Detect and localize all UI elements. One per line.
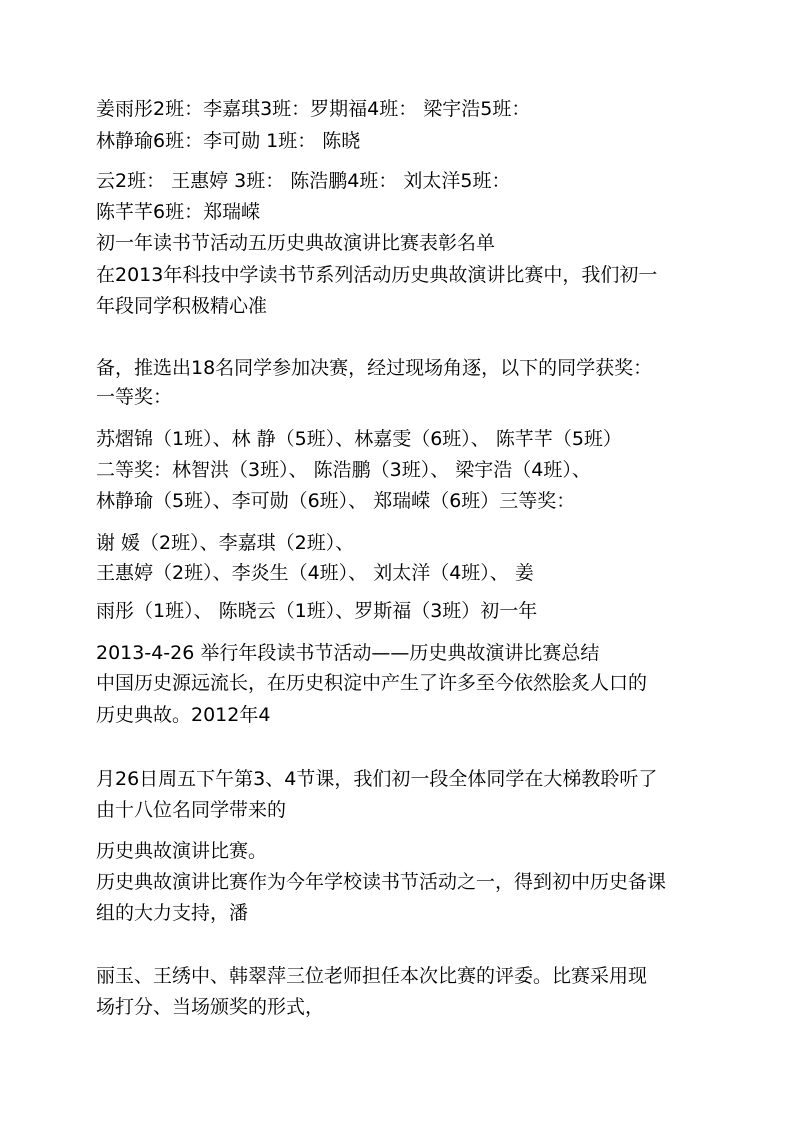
- text-line: 二等奖：林智洪（3班）、 陈浩鹏（3班）、 梁宇浩（4班）、: [96, 459, 591, 481]
- text-line: 月26日周五下午第3、4节课，我们初一段全体同学在大梯教聆听了: [96, 768, 658, 790]
- text-line: 历史典故。2012年4: [96, 704, 271, 726]
- text-line: 历史典故演讲比赛。: [96, 840, 268, 862]
- text-line: 历史典故演讲比赛作为今年学校读书节活动之一，得到初中历史备课: [96, 871, 667, 893]
- text-line: 备，推选出18名同学参加决赛，经过现场角逐，以下的同学获奖：: [96, 357, 653, 379]
- text-line: 丽玉、王绣中、韩翠萍三位老师担任本次比赛的评委。比赛采用现: [96, 965, 648, 987]
- document-heading: 初一年读书节活动五历史典故演讲比赛表彰名单: [96, 232, 496, 254]
- text-line: 云2班： 王惠婷 3班： 陈浩鹏4班： 刘太洋5班：: [96, 170, 511, 192]
- document-heading: 2013-4-26 举行年段读书节活动——历史典故演讲比赛总结: [96, 642, 600, 664]
- text-line: 由十八位名同学带来的: [96, 799, 287, 821]
- text-line: 谢 媛（2班）、李嘉琪（2班）、: [96, 532, 355, 554]
- text-line: 在2013年科技中学读书节系列活动历史典故演讲比赛中，我们初一: [96, 264, 658, 286]
- text-line: 苏熠锦（1班）、林 静（5班）、林嘉雯（6班）、 陈芊芊（5班）: [96, 428, 622, 450]
- text-line: 中国历史源远流长，在历史积淀中产生了许多至今依然脍炙人口的: [96, 672, 648, 694]
- text-line: 姜雨彤2班：李嘉琪3班：罗期福4班： 梁宇浩5班：: [96, 98, 531, 120]
- text-line: 年段同学积极精心准: [96, 295, 268, 317]
- text-line: 林静瑜（5班）、李可勋（6班）、 郑瑞嵘（6班）三等奖：: [96, 490, 576, 512]
- text-line: 陈芊芊6班：郑瑞嵘: [96, 201, 261, 223]
- text-line: 王惠婷（2班）、李炎生（4班）、 刘太洋（4班）、 姜: [96, 562, 534, 584]
- text-line: 林静瑜6班：李可勋 1班： 陈晓: [96, 130, 361, 152]
- text-line: 雨彤（1班）、 陈晓云（1班）、罗斯福（3班）初一年: [96, 600, 538, 622]
- award-heading: 一等奖：: [96, 386, 173, 408]
- text-line: 组的大力支持，潘: [96, 902, 249, 924]
- text-line: 场打分、当场颁奖的形式，: [96, 996, 325, 1018]
